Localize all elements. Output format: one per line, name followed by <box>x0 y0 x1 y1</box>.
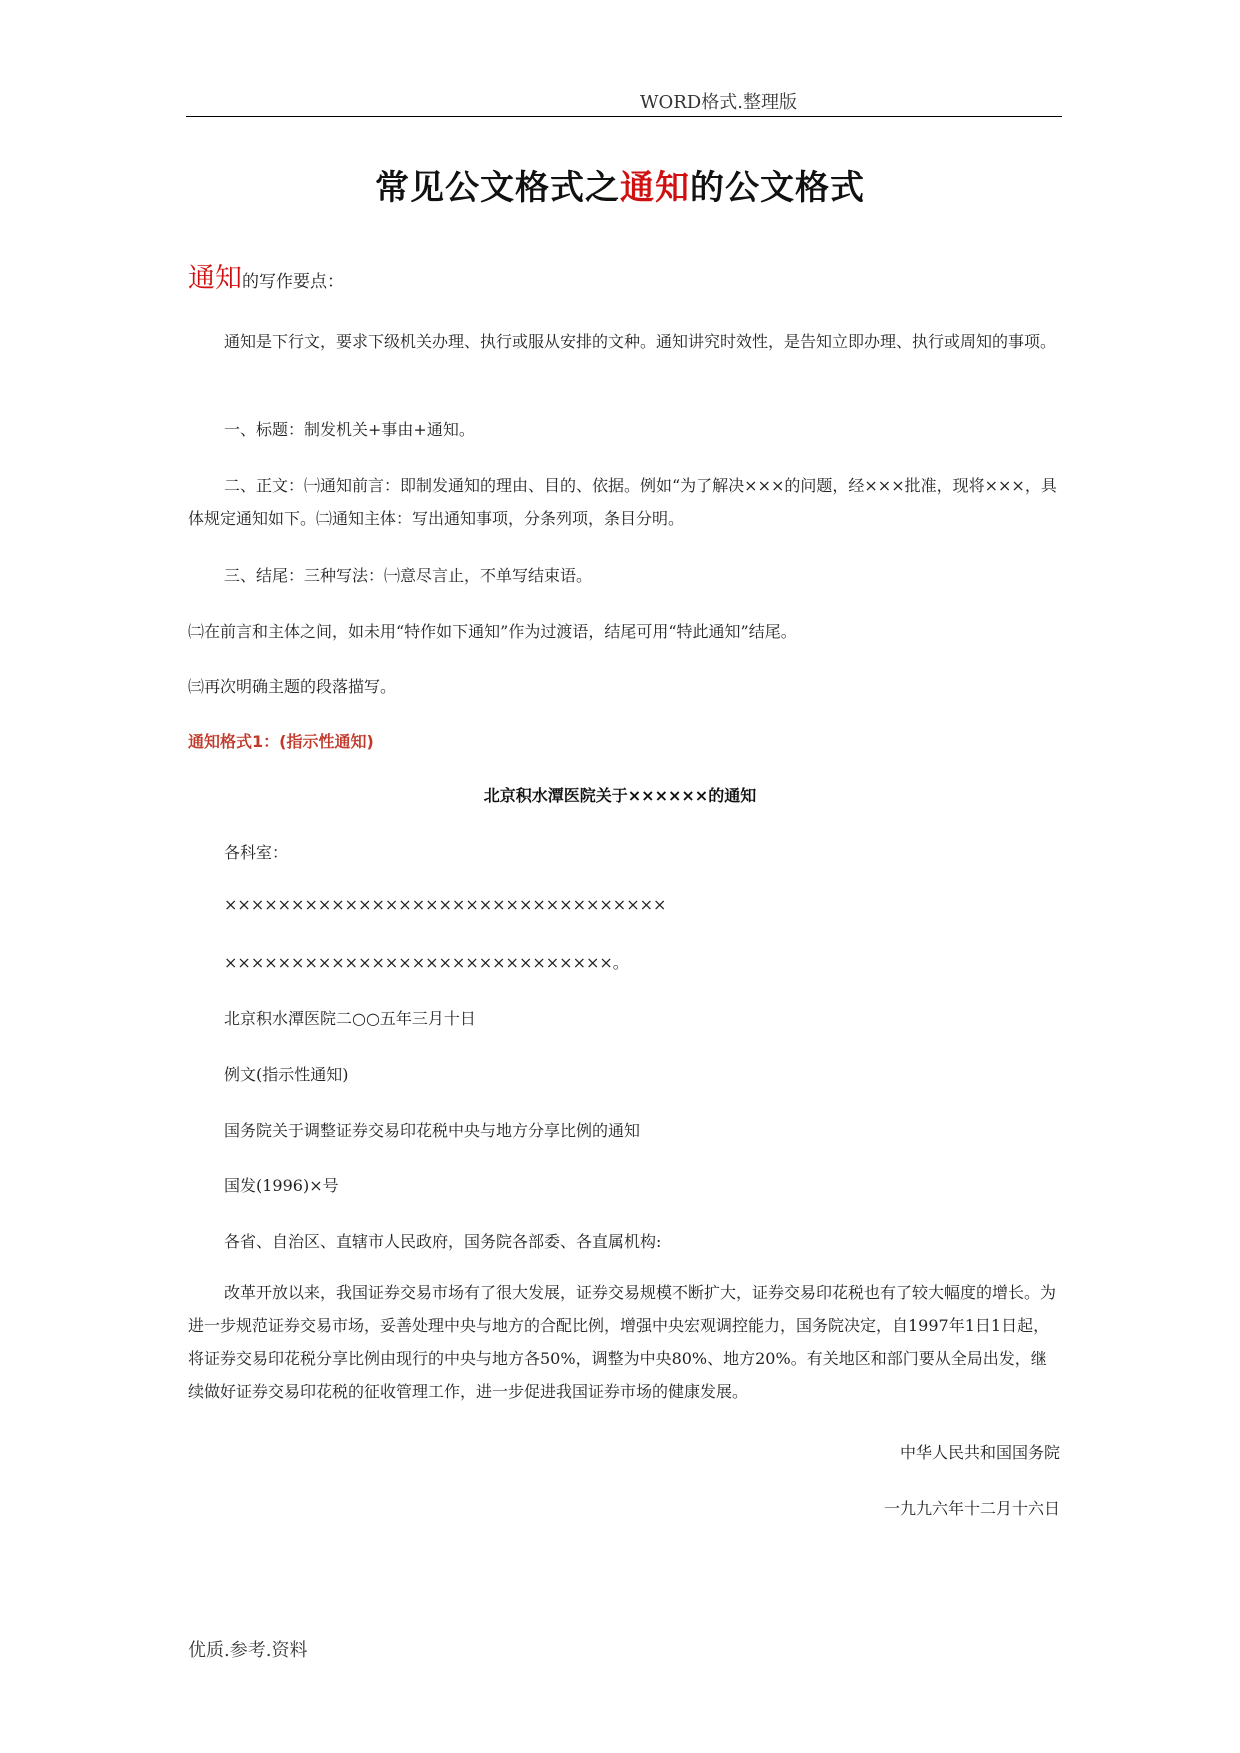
intro-text: 通知是下行文，要求下级机关办理、执行或服从安排的文种。通知讲究时效性，是告知立即办理、执行或周知的事项。 <box>224 332 1057 351</box>
subhead-keyword: 通知 <box>188 263 242 294</box>
example-body-text: 改革开放以来，我国证券交易市场有了很大发展，证券交易规模不断扩大，证券交易印花税也有了较大幅度的增长。为进一步规范证券交易市场，妥善处理中央与地方的合配比例，增强中央宏观调控能力，国务院决定，自1997年1日1日起，将证券交易印花税分享比例由现行的中央与地方各50%，调整为中央80%、地方20%。有关地区和部门要从全局出发，继续做好证券交易印花税的征收管理工作，进一步促进我国证券市场的健康发展。 <box>188 1283 1057 1401</box>
example-sign-org: 中华人民共和国国务院 <box>899 1443 1060 1462</box>
format1-heading: 通知格式1：(指示性通知) <box>188 732 374 751</box>
p3-text: 三、结尾：三种写法：㈠意尽言止，不单写结束语。 <box>224 566 593 585</box>
title-suffix: 的公文格式 <box>690 168 865 208</box>
subhead-rest: 的写作要点： <box>242 272 344 292</box>
paragraph-title-rule <box>188 413 1060 446</box>
p1-text: 一、标题：制发机关+事由+通知。 <box>224 420 475 439</box>
format1-salutation: 各科室： <box>224 843 289 862</box>
format1-body-line2: ×××××××××××××××××××××××××××××。 <box>224 953 629 972</box>
format1-signature: 北京积水潭医院二○○五年三月十日 <box>224 1009 476 1028</box>
title-prefix: 常见公文格式之 <box>375 168 620 208</box>
paragraph-ending-3 <box>188 670 1060 703</box>
example-doc-number: 国发(1996)×号 <box>224 1176 339 1195</box>
intro-paragraph <box>188 325 1060 358</box>
example-sign-date: 一九九六年十二月十六日 <box>883 1499 1060 1518</box>
page-footer: 优质.参考.资料 <box>188 1640 308 1661</box>
p5-text: ㈢再次明确主题的段落描写。 <box>188 677 397 696</box>
example-title: 国务院关于调整证券交易印花税中央与地方分享比例的通知 <box>224 1121 641 1140</box>
format1-doc-title: 北京积水潭医院关于××××××的通知 <box>483 786 757 805</box>
paragraph-body-rule <box>188 469 1060 535</box>
page-header: WORD格式.整理版 <box>640 92 797 113</box>
example-body <box>188 1276 1060 1408</box>
p2-text: 二、正文：㈠通知前言：即制发通知的理由、目的、依据。例如“为了解决×××的问题，经×××批准，现将×××，具体规定通知如下。㈡通知主体：写出通知事项，分条列项，条目分明。 <box>188 476 1057 528</box>
paragraph-ending-2 <box>188 615 1060 648</box>
paragraph-ending-rule <box>188 559 1060 592</box>
document-title <box>0 160 1240 209</box>
example-label: 例文(指示性通知) <box>224 1065 349 1084</box>
example-addressee: 各省、自治区、直辖市人民政府，国务院各部委、各直属机构: <box>224 1232 662 1251</box>
p4-text: ㈡在前言和主体之间，如未用“特作如下通知”作为过渡语，结尾可用“特此通知”结尾。 <box>188 622 797 641</box>
header-rule <box>186 116 1062 117</box>
writing-points-heading <box>188 256 344 295</box>
title-highlight: 通知 <box>620 168 690 208</box>
format1-body-line1: ××××××××××××××××××××××××××××××××× <box>224 895 667 914</box>
